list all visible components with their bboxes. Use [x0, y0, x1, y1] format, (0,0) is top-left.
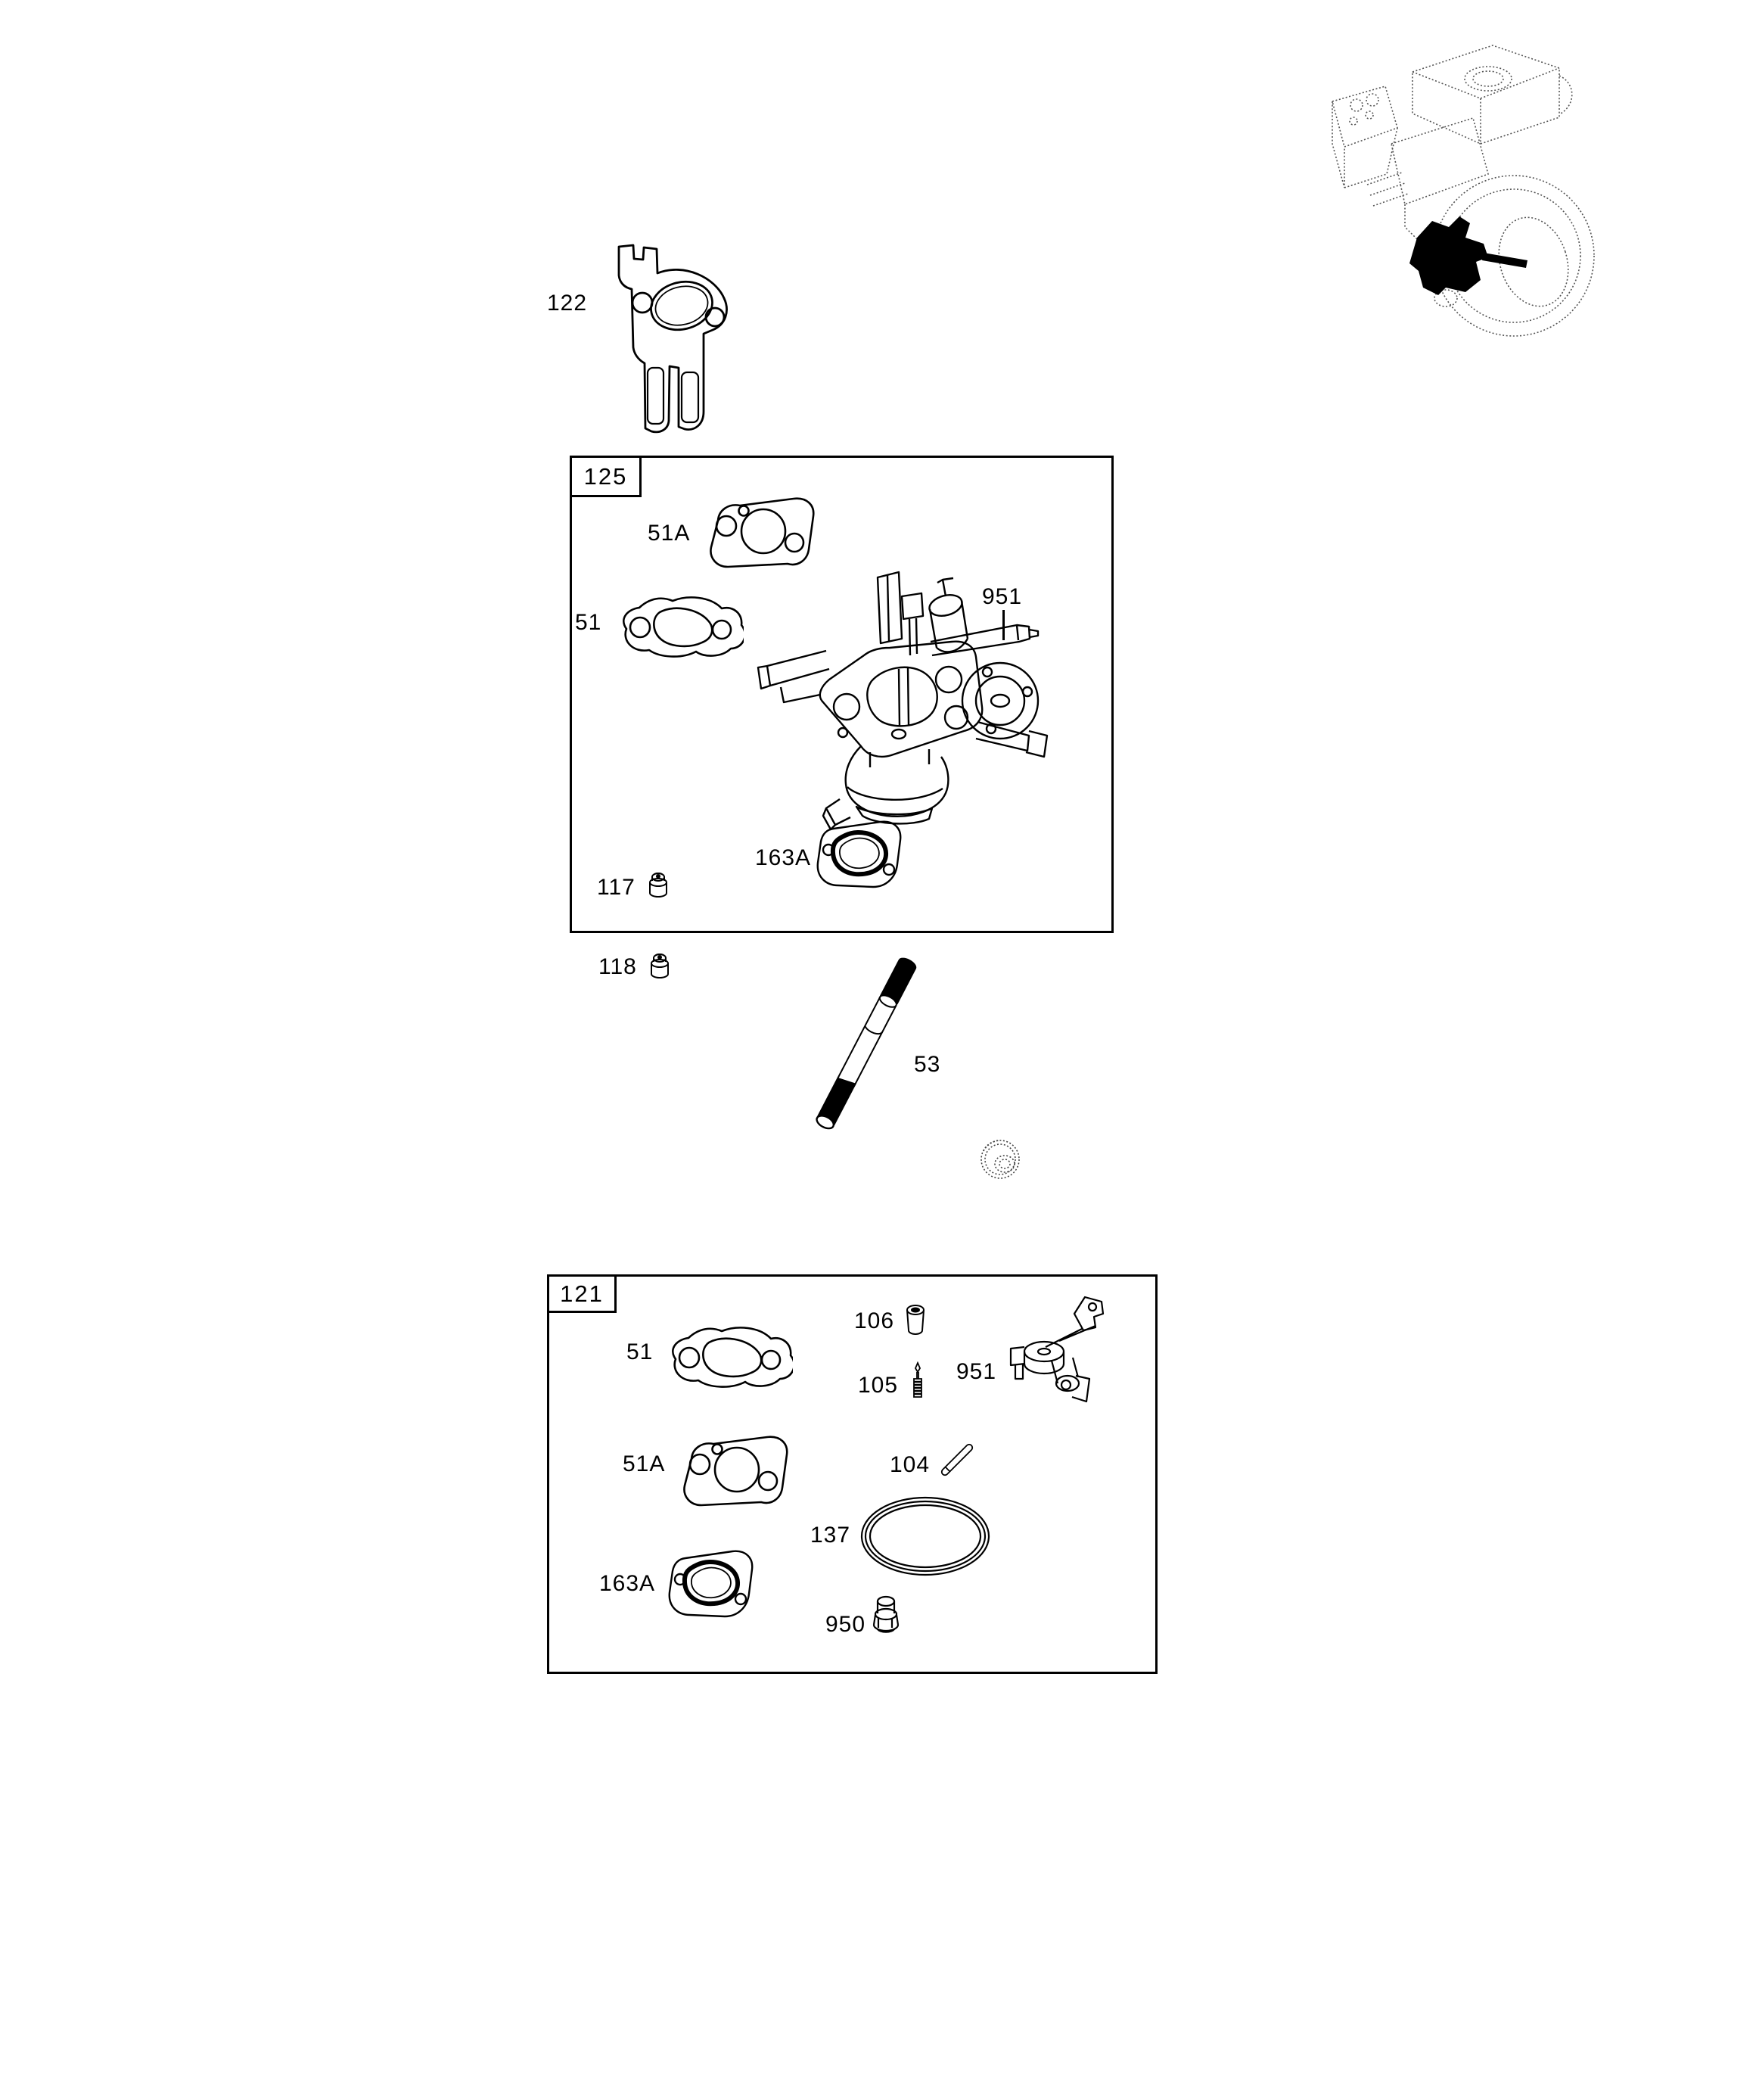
callout-122: 122: [547, 291, 588, 316]
engine-overview-illustration: [1297, 29, 1600, 356]
pin-104-illustration: [940, 1441, 976, 1477]
highlighted-carburetor-silhouette: [1409, 216, 1527, 295]
callout-117: 117: [597, 875, 636, 900]
plug-117-illustration: [647, 870, 670, 899]
callout-950: 950: [825, 1612, 866, 1637]
gasket-51-illustration: [666, 1323, 793, 1391]
needle-valve-105-illustration: [909, 1361, 926, 1401]
callout-105: 105: [858, 1373, 899, 1398]
nut-illustration: [981, 1140, 1019, 1178]
callout-106: 106: [854, 1308, 895, 1333]
callout-53: 53: [914, 1052, 941, 1077]
bowl-nut-950-illustration: [867, 1594, 903, 1641]
callout-118: 118: [598, 954, 637, 979]
callout-125-951: 951: [982, 584, 1023, 609]
callout-125-51A: 51A: [648, 521, 691, 546]
part-122-illustration: [600, 242, 751, 437]
callout-121-951: 951: [956, 1359, 997, 1384]
gasket-163A-illustration: [810, 819, 906, 890]
plug-106-illustration: [905, 1303, 926, 1336]
leader-line-951: [1002, 610, 1005, 640]
callout-121-51A: 51A: [623, 1451, 666, 1476]
lever-951-illustration: [1008, 1294, 1108, 1409]
gasket-51-illustration: [617, 593, 744, 661]
group-125-label: 125: [570, 456, 642, 497]
stud-53-illustration: [893, 950, 1033, 1186]
gasket-51A-illustration: [704, 496, 817, 569]
gasket-51A-illustration: [677, 1435, 791, 1507]
callout-137: 137: [810, 1523, 851, 1548]
plug-118-illustration: [648, 951, 671, 980]
group-121-label: 121: [547, 1274, 617, 1313]
callout-125-51: 51: [575, 610, 602, 635]
callout-104: 104: [890, 1452, 931, 1477]
gasket-163A-illustration: [661, 1548, 758, 1619]
callout-121-163A: 163A: [599, 1571, 656, 1596]
callout-125-163A: 163A: [755, 845, 812, 870]
o-ring-137-illustration: [859, 1495, 991, 1577]
callout-121-51: 51: [626, 1339, 654, 1364]
